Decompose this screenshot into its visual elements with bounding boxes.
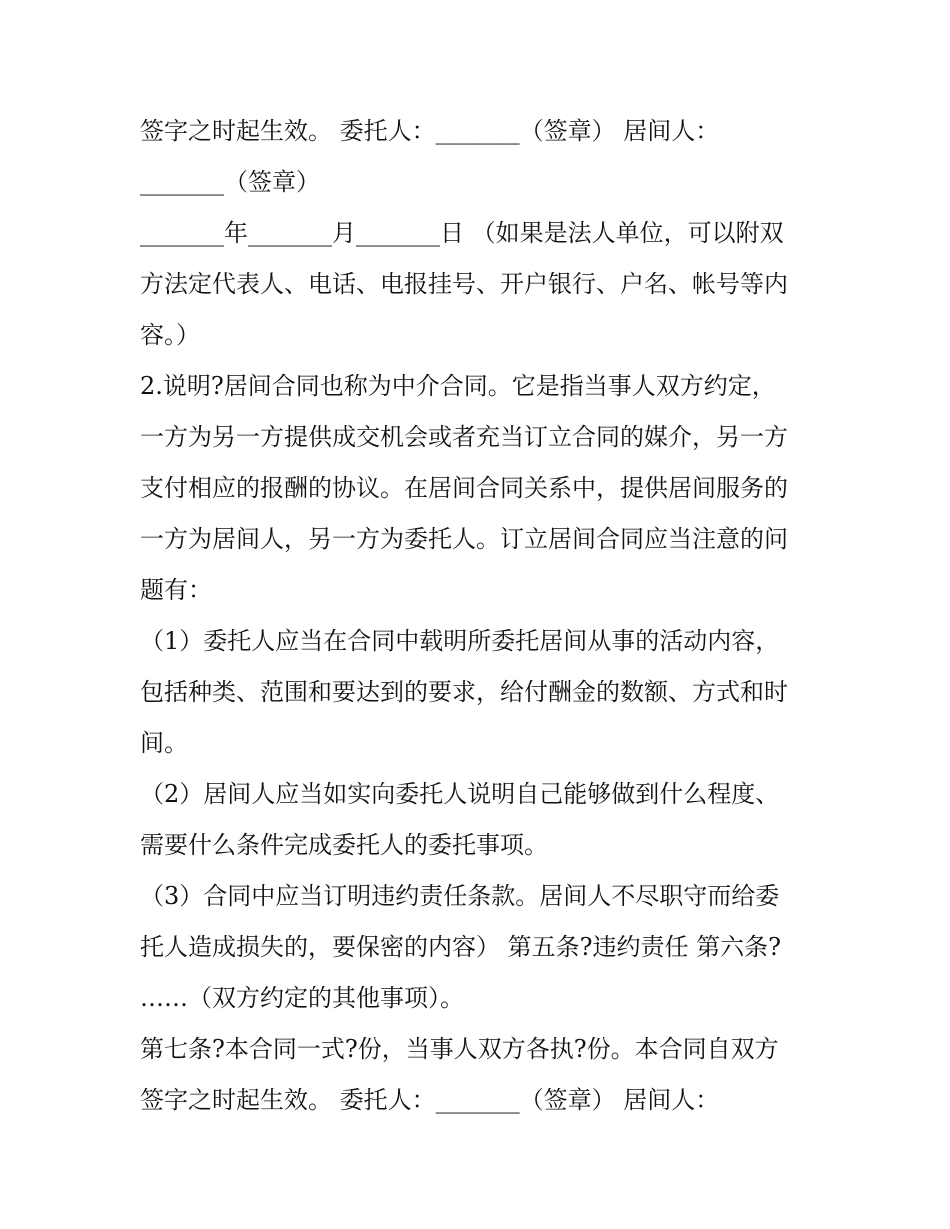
- text-line: 题有：: [140, 576, 212, 604]
- text-line: ……（双方约定的其他事项）。: [140, 984, 464, 1012]
- document-body: [140, 106, 820, 1126]
- text-line: 托人造成损失的，要保密的内容） 第五条?违约责任 第六条?: [140, 933, 781, 961]
- text-line: 容。）: [140, 321, 200, 349]
- text-line: 方法定代表人、电话、电报挂号、开户银行、户名、帐号等内: [140, 270, 788, 298]
- text-line: 间。: [140, 729, 188, 757]
- text-line: 一方为另一方提供成交机会或者充当订立合同的媒介，另一方: [140, 423, 788, 451]
- text-line: （2）居间人应当如实向委托人说明自己能够做到什么程度、: [140, 780, 780, 808]
- text-line: 第七条?本合同一式?份，当事人双方各执?份。本合同自双方: [140, 1035, 779, 1063]
- text-line: 包括种类、范围和要达到的要求，给付酬金的数额、方式和时: [140, 678, 788, 706]
- text-line: 2.说明?居间合同也称为中介合同。它是指当事人双方约定，: [140, 372, 776, 400]
- text-line: _______（签章）: [140, 168, 320, 196]
- text-line: （3）合同中应当订明违约责任条款。居间人不尽职守而给委: [140, 882, 780, 910]
- text-line: 签字之时起生效。 委托人：_______（签章） 居间人：: [140, 117, 720, 145]
- text-line: 一方为居间人，另一方为委托人。订立居间合同应当注意的问: [140, 525, 788, 553]
- text-line: （1）委托人应当在合同中载明所委托居间从事的活动内容，: [140, 627, 780, 655]
- text-line: 需要什么条件完成委托人的委托事项。: [140, 831, 548, 859]
- text-line: 签字之时起生效。 委托人：_______（签章） 居间人：: [140, 1086, 720, 1114]
- text-line: 支付相应的报酬的协议。在居间合同关系中，提供居间服务的: [140, 474, 788, 502]
- text-line: _______年_______月_______日 （如果是法人单位，可以附双: [140, 219, 784, 247]
